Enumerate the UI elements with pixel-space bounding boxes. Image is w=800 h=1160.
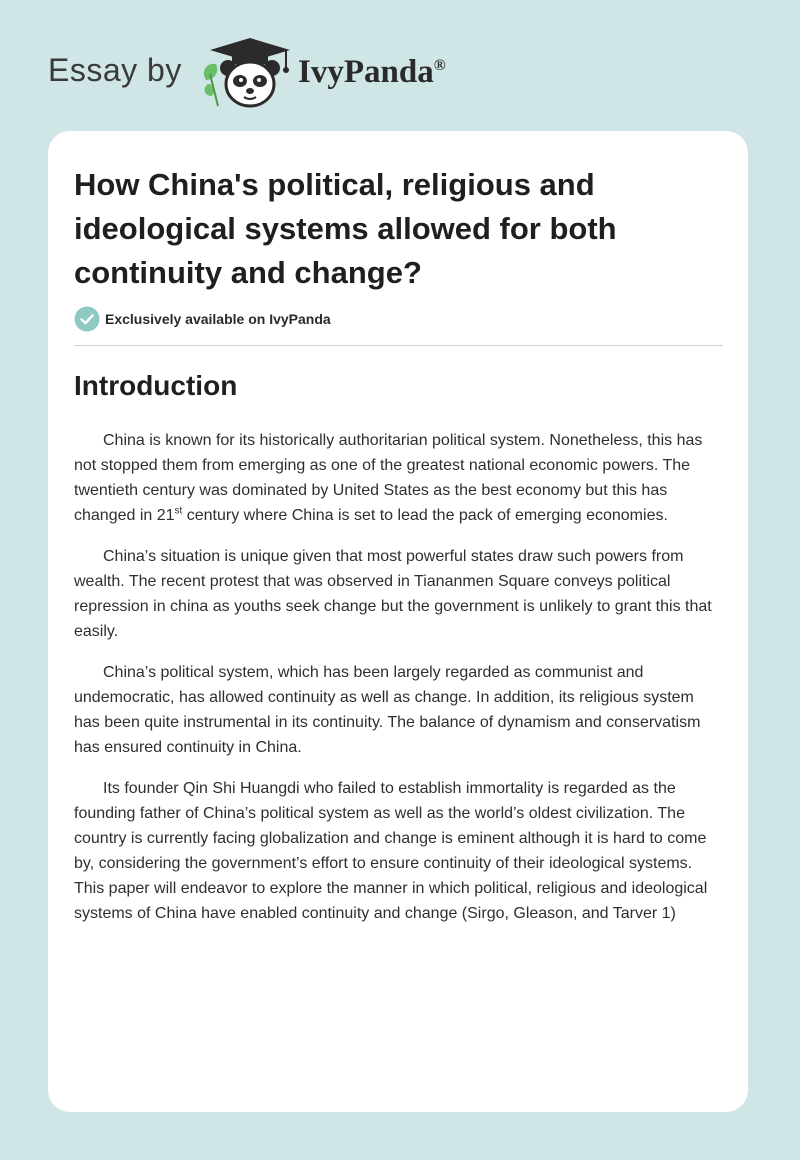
paragraph-3: China’s political system, which has been largely regarded as communist and undemocratic, has allowed continuity as well as change. In addition, its religious system has been quite instrumental in its continuity. The balance of dynamism and conservatism has ensured continuity in China. xyxy=(74,664,701,756)
paragraph-1 xyxy=(74,428,724,528)
panda-graduate-icon[interactable] xyxy=(198,34,294,110)
brand-name[interactable] xyxy=(298,54,446,91)
paragraph-1-text-cont: century where China is set to lead the pack of emerging economies. xyxy=(182,507,668,524)
paragraph-2: China’s situation is unique given that most powerful states draw such powers from wealth. The recent protest that was observed in Tiananmen Square conveys political repression in china as youths seek change but the government is unlikely to grant this that easily. xyxy=(74,548,712,640)
article-card xyxy=(48,131,748,1112)
site-header xyxy=(48,34,528,114)
section-title: Introduction xyxy=(74,370,238,401)
article-body xyxy=(74,428,724,942)
paragraph-1-text: China is known for its historically authoritarian political system. Nonetheless, this has not stopped them from emerging as one of the greatest national economic powers. The twentieth century was dominated by United States as the best economy but this has changed in 21 xyxy=(74,432,703,524)
paragraph-4: Its founder Qin Shi Huangdi who failed to establish immortality is regarded as the founding father of China’s political system as well as the world’s oldest civilization. The country is currently facing globalization and change is eminent although it is hard to come by, considering the government’s effort to ensure continuity of their ideological systems. This paper will endeavor to explore the manner in which political, religious and ideological systems of China have enabled continuity and change (Sirgo, Gleason, and Tarver 1) xyxy=(74,780,708,922)
exclusive-badge-label: Exclusively available on IvyPanda xyxy=(105,311,331,327)
ordinal-suffix: st xyxy=(174,505,183,517)
registered-mark: ® xyxy=(433,57,446,74)
essay-by-label: Essay by xyxy=(48,52,182,88)
brand-text: IvyPanda xyxy=(298,54,434,90)
exclusive-badge xyxy=(74,306,331,332)
divider xyxy=(74,345,723,346)
check-circle-icon xyxy=(74,306,100,332)
article-title: How China's political, religious and ideological systems allowed for both continuity and change? xyxy=(74,167,617,290)
